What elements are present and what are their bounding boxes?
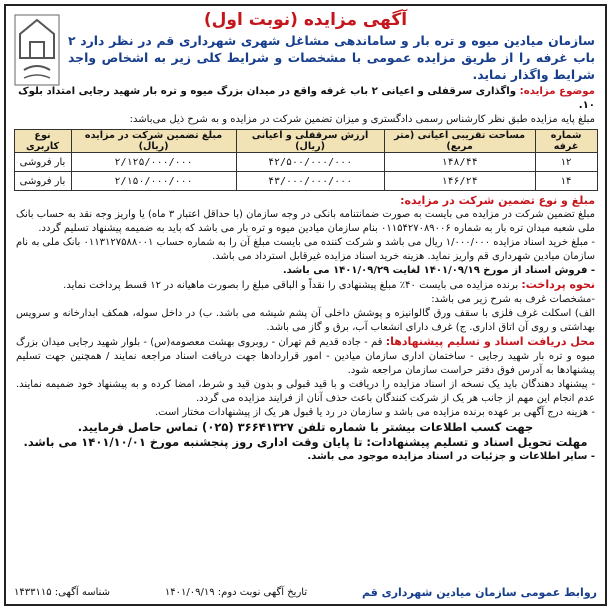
table-row bbox=[14, 153, 597, 172]
contact-line: جهت کسب اطلاعات بیشتر با شماره تلفن ۳۶۶۴۱۳۲۷ (۰۲۵) تماس حاصل فرمایید. bbox=[77, 420, 534, 434]
subject-line bbox=[6, 83, 605, 113]
table-header-row bbox=[14, 130, 597, 153]
table-header: نوع کاربری bbox=[14, 130, 71, 153]
footer bbox=[14, 584, 597, 600]
guarantee-section bbox=[6, 194, 605, 278]
table-cell: ۱۴ bbox=[535, 172, 597, 191]
table-cell: ۲/۱۵۰/۰۰۰/۰۰۰ bbox=[71, 172, 236, 191]
footer-date: تاریخ آگهی نوبت دوم: ۱۴۰۱/۰۹/۱۹ bbox=[164, 586, 308, 598]
footer-authority: روابط عمومی سازمان میادین شهرداری قم bbox=[361, 585, 597, 599]
table-cell: ۱۲ bbox=[535, 153, 597, 172]
table-cell: ۱۴۸/۴۴ bbox=[384, 153, 535, 172]
table-header: مبلغ تضمین شرکت در مزایده (ریال) bbox=[71, 130, 236, 153]
document-fee-paragraph: - مبلغ خرید اسناد مزایده ۱/۰۰۰/۰۰۰ ریال می باشد و شرکت کننده می بایست مبلغ آن را به شماره حساب ۰۱۱۳۱۲۷۵۸۸۰۰۱ بانک ملی به نام سازمان میادین شهرداری قم واریز نماید. هزینه خرید اسناد مزایده غیرقابل استرداد می باشد. bbox=[16, 237, 596, 262]
table-cell: بار فروشی bbox=[14, 172, 71, 191]
other-info-line: - سایر اطلاعات و جزئیات در اسناد مزایده موجود می باشد. bbox=[307, 451, 595, 462]
payment-heading: نحوه پرداخت: bbox=[521, 278, 595, 291]
base-price-text: مبلغ پایه مزایده طبق نظر کارشناس رسمی دادگستری و میزان تضمین شرکت در مزایده و به شرح ذیل می‌باشد: bbox=[129, 114, 595, 125]
specs-detail: الف) اسکلت غرف فلزی با سقف ورق گالوانیزه و پوشش داخلی آن پشم شیشه می باشد. ب) در داخل سوله، همکف ابدارخانه و سرویس بهداشتی و روی آن اتاق اداری. ج) غرف دارای انشعاب آب، برق و گاز می باشد. bbox=[16, 308, 595, 333]
notice-frame bbox=[4, 4, 607, 606]
payment-section bbox=[6, 278, 605, 335]
delivery-heading: محل دریافت اسناد و تسلیم پیشنهادها: bbox=[385, 335, 595, 348]
delivery-note: - هزینه درج آگهی بر عهده برنده مزایده می باشد و سازمان در رد یا قبول هر یک از پیشنهادات مختار است. bbox=[154, 407, 595, 418]
delivery-section bbox=[6, 335, 605, 420]
payment-text: برنده مزایده می بایست ۴۰٪ مبلغ پیشنهادی را نقداً و الباقی مبلغ را بصورت ماهیانه در ۱۲ قسط پرداخت نماید. bbox=[63, 280, 519, 291]
table-cell: ۴۳/۰۰۰/۰۰۰/۰۰۰ bbox=[236, 172, 384, 191]
notice-intro: سازمان میادین میوه و تره بار و ساماندهی مشاغل شهری شهرداری قم در نظر دارد ۲ باب غرفه را از طریق مزایده عمومی با مشخصات و شرایط کلی زیر به اشخاص واجد شرایط واگذار نماید. bbox=[68, 33, 595, 82]
delivery-note: - پیشنهاد دهندگان باید یک نسخه از اسناد مزایده را دریافت و با قید قبولی و بدون قید و شرط، امضا کرده و به پیشنهاد خود ضمیمه نمایند. عدم انجام این مهم از جانب هر یک از شرکت کنندگان باعث حذف آنان از فرایند مزایده می گردد. bbox=[16, 379, 595, 404]
qom-municipality-logo-icon bbox=[14, 14, 60, 86]
guarantee-heading: مبلغ و نوع تضمین شرکت در مزایده: bbox=[400, 194, 595, 207]
guarantee-paragraph: مبلغ تضمین شرکت در مزایده می بایست به صورت ضمانتنامه بانکی در وجه سازمان (با حداقل اعتبار ۳ ماه) یا واریز وجه نقد به حساب بانک ملی شعبه میدان تره بار به شماره ۰۱۱۵۴۲۷۰۸۹۰۰۶ بنام سازمان میادین میوه و تره بار می باشد که باید به ضمیمه پیشنهاد تسلیم گردد. bbox=[16, 209, 595, 234]
table-header: شماره غرفه bbox=[535, 130, 597, 153]
subject-text: واگذاری سرقفلی و اعیانی ۲ باب غرفه واقع در میدان بزرگ میوه و تره بار شهید رجایی امتداد بلوک ۱۰. bbox=[18, 86, 595, 111]
table-cell: ۱۴۶/۲۴ bbox=[384, 172, 535, 191]
table-row bbox=[14, 172, 597, 191]
delivery-text: قم - جاده قدیم قم تهران - روبروی بهشت معصومه(س) - بلوار شهید رجایی میدان بزرگ میوه و تره بار شهید رجایی - ساختمان اداری سازمان میادین - امور قراردادها جهت دریافت اسناد مراجعه نمایند / همچنین جهت تسلیم پیشنهادها به آدرس فوق دفتر حراست سازمان مراجعه شود. bbox=[16, 337, 595, 376]
deadline-line: مهلت تحویل اسناد و تسلیم پیشنهادات: تا پایان وقت اداری روز پنجشنبه مورخ ۱۴۰۱/۱۰/۰۱ می باشد. bbox=[23, 435, 588, 449]
specs-heading: -مشخصات غرف به شرح زیر می باشد: bbox=[431, 294, 595, 305]
table-cell: بار فروشی bbox=[14, 153, 71, 172]
footer-id: شناسه آگهی: ۱۴۳۳۱۱۵ bbox=[14, 586, 111, 598]
booth-table bbox=[14, 129, 598, 191]
table-header: مساحت تقریبی اعیانی (متر مربع) bbox=[384, 130, 535, 153]
table-cell: ۲/۱۲۵/۰۰۰/۰۰۰ bbox=[71, 153, 236, 172]
table-header: ارزش سرقفلی و اعیانی (ریال) bbox=[236, 130, 384, 153]
notice-title: آگهی مزایده (نوبت اول) bbox=[203, 10, 408, 30]
subject-label: موضوع مزایده: bbox=[519, 86, 595, 97]
table-cell: ۴۲/۵۰۰/۰۰۰/۰۰۰ bbox=[236, 153, 384, 172]
sale-period-paragraph: - فروش اسناد از مورخ ۱۴۰۱/۰۹/۱۹ لغایت ۱۴۰۱/۰۹/۲۹ می باشد. bbox=[282, 265, 595, 276]
